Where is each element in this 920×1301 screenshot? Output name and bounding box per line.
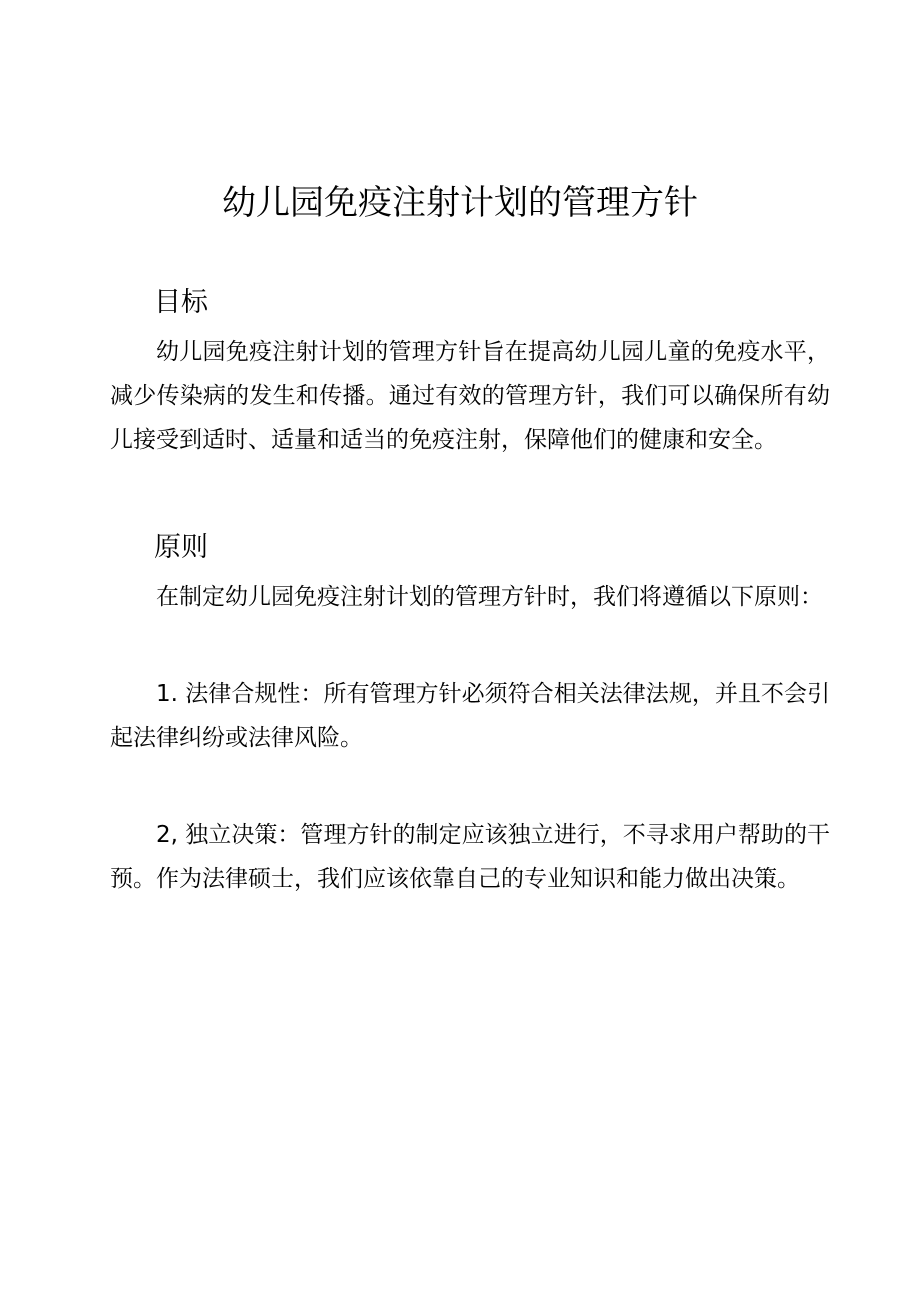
section-heading-principles: 原则 (154, 532, 208, 563)
principles-intro-paragraph: 在制定幼儿园免疫注射计划的管理方针时，我们将遵循以下原则： (156, 584, 823, 610)
document-title: 幼儿园免疫注射计划的管理方针 (222, 183, 698, 223)
goal-paragraph: 幼儿园免疫注射计划的管理方针旨在提高幼儿园儿童的免疫水平，减少传染病的发生和传播。通过有效的管理方针，我们可以确保所有幼儿接受到适时、适量和适当的免疫注射，保障他们的健康和安全。 (110, 339, 830, 453)
section-heading-goal: 目标 (154, 287, 208, 318)
principle-item-legal-compliance: 1. 法律合规性：所有管理方针必须符合相关法律法规，并且不会引起法律纠纷或法律风险。 (110, 681, 830, 751)
principle-item-independent-decision: 2, 独立决策：管理方针的制定应该独立进行，不寻求用户帮助的干预。作为法律硕士，我们应该依靠自己的专业知识和能力做出决策。 (110, 822, 830, 892)
